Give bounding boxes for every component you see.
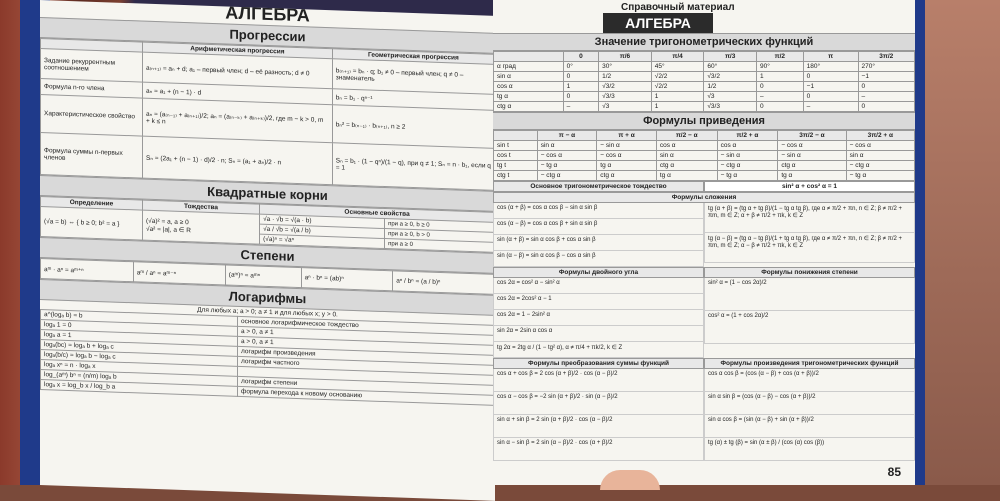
logs-note: Для любых a; a > 0; a ≠ 1 и для любых x; y > 0. [197,306,338,319]
prod-to-sum-title: Формулы произведения тригонометрических функций [704,358,915,369]
table-row: logₐ(b/c) = logₐ b − logₐ c логарифм частного [41,350,495,376]
identity-formula: sin² α + cos² α = 1 [704,181,915,192]
table-row: logₐ(bc) = logₐ b + logₐ c логарифм произведения [41,340,495,366]
table-row: (√a)ⁿ = √aⁿ при a ≥ 0 [41,227,495,253]
right-page: Справочный материал АЛГЕБРА Значение тригонометрических функций 0 π/6 π/4 π/3 π/2 π 3π/2 α град 0° 30° 45° 60° 90° 180° 270° sin α 0 1/2 √2/2 √3/2 1 0 −1 cos α 1 √3/2 √2/2 1/2 0 −1 0 tg α 0 √3/3 1 √3 – 0 – ctg α – √3 1 √3/3 0 – 0 Формулы приведения π − α π + α π/2 − α π/2 + α 3π/2 − α 3π/2 + α sin t sin α − sin α cos α cos α − cos α − cos α cos t − cos α − cos α sin α − sin α − sin α sin α tg t − tg α tg α ctg α − ctg α ctg α − ctg α ctg t − ctg α ctg α tg α − tg α tg α − tg α Основное тригонометрическое тождество sin² α + cos² α = 1 Формулы сложения cos (α + β) = cos α cos β − sin α sin β cos (α − β) = cos α cos β + sin α sin β sin (α + β) = sin α cos β + cos α sin β sin (α − β) = sin α cos β − cos α sin β tg (α + β) = (tg α + tg β)/(1 − tg α tg β), где α ≠ π/2 + πn, n ∈ Z; β ≠ π/2 + πm, m ∈ Z; α + β ≠ π/2 + πk, k ∈ Z tg (α − β) = (tg α − tg β)/(1 + tg α tg β), где α ≠ π/2 + πn, n ∈ Z; β ≠ π/2 + πm, m ∈ Z; α − β ≠ π/2 + πk, k ∈ Z Формулы двойного угла cos 2α = cos² α − sin² α cos 2α = 2cos² α − 1 cos 2α = 1 − 2sin² α sin 2α = 2sin α cos α tg 2α = 2tg α / (1 − tg² α), α ≠ π/4 + πk/2, k ∈ Z Формулы понижения степени sin² α = (1 − cos 2α)/2 cos² α = (1 + cos 2α)/2 Формулы преобразования суммы функций cos α + cos β = 2 cos (α + β)/2 · cos (α − β)/2 cos α − cos β = −2 sin (α + β)/2 · sin (α − β)/2 sin α + sin β = 2 sin (α + β)/2 · cos (α − β)/2 sin α − sin β = 2 sin (α − β)/2 · cos (α + β)/2 Формулы произведения тригонометрических функций cos α cos β = (cos (α − β) + cos (α + β))/2 sin α sin β = (cos (α − β) − cos (α + β))/2 sin α cos β = (sin (α − β) + sin (α + β))/2 tg (α) ± tg (β) = sin (α ± β) / (cos (α) cos (β)) 85 [493,0,915,485]
table-row: (√a = b) ⇔ { b ≥ 0; b² = a } (√a)² = a, a ≥ 0 √a² = |a|, a ∈ R √a · √b = √(a · b) при a ≥ 0, b ≥ 0 [41,207,495,233]
progressions-table [40,38,495,191]
logs-title: Логарифмы [40,279,495,316]
roots-title: Квадратные корни [40,175,495,212]
reduction-title: Формулы приведения [493,112,915,130]
table-row: Задание рекуррентным соотношением a₍ₙ₊₁₎ = aₙ + d; a₁ – первый член; d – её разность; d ≠ 0 b₍ₙ₊₁₎ = bₙ · q; b₁ ≠ 0 – первый член; q ≠ 0 – знаменатель [41,49,495,95]
table-row: a^(logₐ b) = b основное логарифмическое тождество [41,310,495,336]
page-number: 85 [887,465,901,479]
progressions-col-geom: Геометрическая прогрессия [332,49,494,65]
table-row: cos t − cos α − cos α sin α − sin α − sin α sin α [494,151,915,161]
trig-values-table: 0 π/6 π/4 π/3 π/2 π 3π/2 α град 0° 30° 45° 60° 90° 180° 270° sin α 0 1/2 √2/2 √3/2 1 0 −1 cos α 1 √3/2 √2/2 1/2 0 −1 0 tg α 0 √3/3 1 √3 – 0 – ctg α – √3 1 √3/3 0 – 0 [493,51,915,112]
table-row: sin t sin α − sin α cos α cos α − cos α − cos α [494,141,915,151]
table-row: logₐ a = 1 a > 0, a ≠ 1 [41,330,495,356]
roots-col-prop: Основные свойства [260,204,495,222]
lowering-title: Формулы понижения степени [704,267,915,278]
trig-values-title: Значение тригонометрических функций [493,33,915,51]
left-page-header: АЛГЕБРА [225,2,310,26]
table-row: sin α 0 1/2 √2/2 √3/2 1 0 −1 [494,72,915,82]
powers-title: Степени [40,237,495,274]
table-row: tg α 0 √3/3 1 √3 – 0 – [494,92,915,102]
table-row: logₐ x = log_b x / log_b a формула перехода к новому основанию [41,380,495,406]
right-page-title: АЛГЕБРА [603,13,713,33]
table-row: Характеристическое свойство aₙ = (a₍ₙ₋₁₎ + a₍ₙ₊₁₎)/2; aₙ = (a₍ₙ₋ₖ₎ + a₍ₙ₊ₖ₎)/2, где m − k > 0, m + k ≤ n bₙ² = b₍ₙ₋₁₎ · b₍ₙ₊₁₎, n ≥ 2 [41,95,495,149]
logs-table [40,309,495,406]
roots-col-def: Определение [41,197,143,211]
table-row: aᵐ · aⁿ = aᵐ⁺ⁿ aᵐ / aⁿ = aᵐ⁻ⁿ (aᵐ)ⁿ = aᵐⁿ aⁿ · bⁿ = (ab)ⁿ aⁿ / bⁿ = (a / b)ⁿ [41,259,495,295]
table-row: tg t − tg α tg α ctg α − ctg α ctg α − ctg α [494,161,915,171]
addition-title: Формулы сложения [493,192,915,203]
table-row: ctg t − ctg α ctg α tg α − tg α tg α − tg α [494,171,915,181]
table-row: ctg α – √3 1 √3/3 0 – 0 [494,102,915,112]
reduction-table: π − α π + α π/2 − α π/2 + α 3π/2 − α 3π/2 + α sin t sin α − sin α cos α cos α − cos α − cos α cos t − cos α − cos α sin α − sin α − sin α sin α tg t − tg α tg α ctg α − ctg α ctg α − ctg α ctg t − ctg α ctg α tg α − tg α tg α − tg α [493,130,915,181]
double-title: Формулы двойного угла [493,267,704,278]
table-row: cos α 1 √3/2 √2/2 1/2 0 −1 0 [494,82,915,92]
table-row: Формула суммы n-первых членов Sₙ = (2a₁ + (n − 1) · d)/2 · n; Sₙ = (a₁ + aₙ)/2 · n Sₙ = b₁ · (1 − qⁿ)/(1 − q), при q ≠ 1; Sₙ = n · b₁, если q = 1 [41,133,495,191]
table-row: α град 0° 30° 45° 60° 90° 180° 270° [494,62,915,72]
table-row: √a / √b = √(a / b) при a ≥ 0, b > 0 [41,217,495,243]
sum-to-prod-title: Формулы преобразования суммы функций [493,358,704,369]
progressions-title: Прогрессии [40,17,495,54]
left-page [40,0,495,501]
right-header-label: Справочный материал [621,2,735,13]
roots-col-id: Тождества [143,200,260,214]
progressions-col-arith: Арифметическая прогрессия [143,42,333,59]
finger [600,470,660,490]
table-row: logₐ 1 = 0 a > 0, a ≠ 1 [41,320,495,346]
table-row: logₐ xⁿ = n · logₐ x [41,360,495,386]
table-row: log_(aᵐ) bⁿ = (n/m) logₐ b логарифм степени [41,370,495,396]
identity-label: Основное тригонометрическое тождество [493,181,704,192]
table-row: Формула n-го члена aₙ = a₁ + (n − 1) · d bₙ = b₁ · qⁿ⁻¹ [41,79,495,111]
